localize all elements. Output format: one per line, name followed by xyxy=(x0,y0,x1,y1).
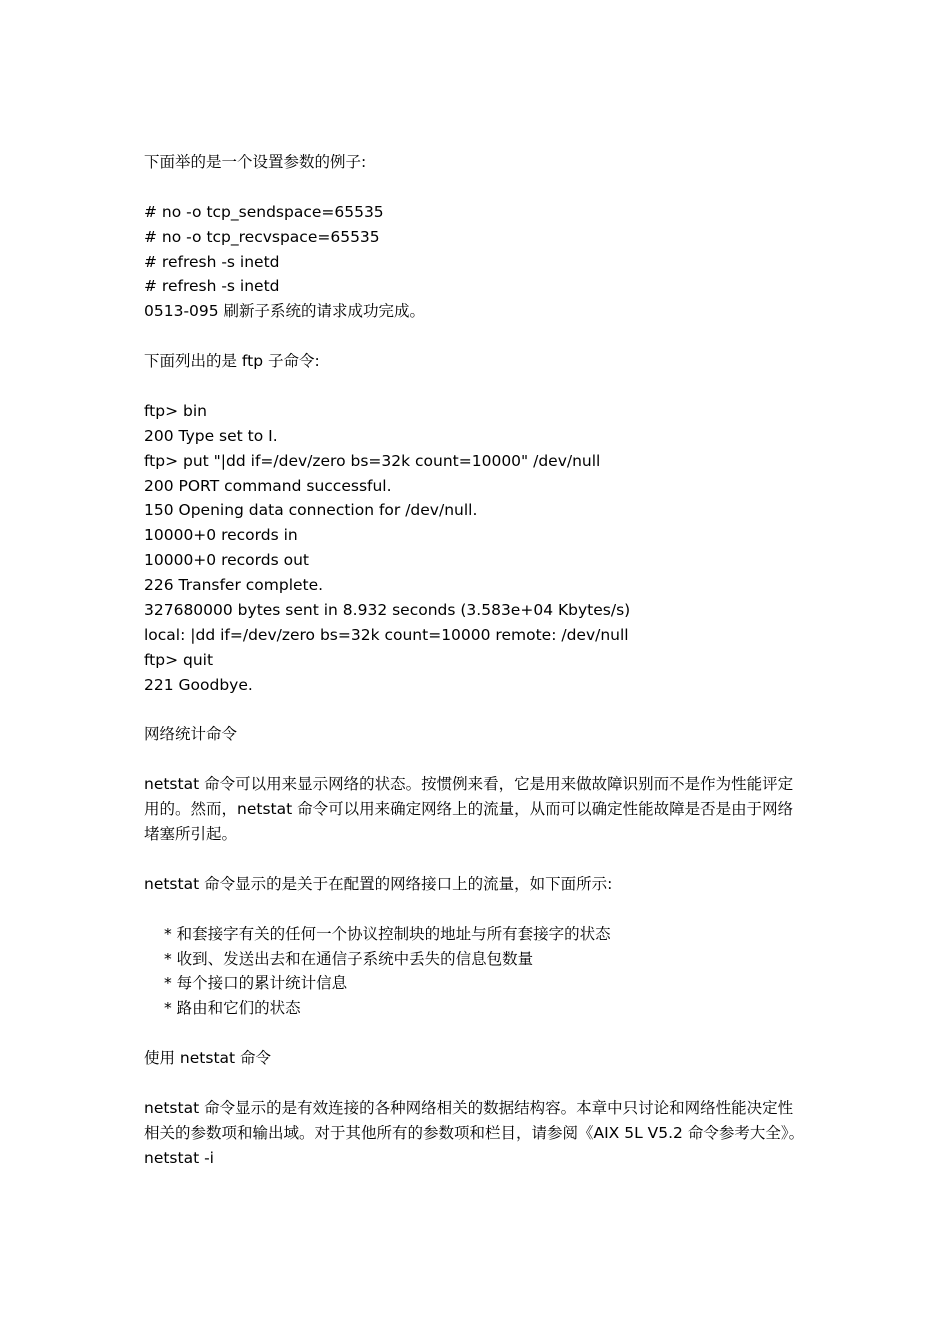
ftp-intro-text: 下面列出的是 ftp 子命令: xyxy=(144,352,320,371)
intro-text: 下面举的是一个设置参数的例子: xyxy=(144,153,367,171)
ftp-line: ftp> put "|dd if=/dev/zero bs=32k count=10000" /dev/null xyxy=(144,451,601,470)
section-title: 网络统计命令 xyxy=(144,725,238,744)
bullet-item: * 路由和它们的状态 xyxy=(164,999,301,1018)
command-output: 0513-095 刷新子系统的请求成功完成。 xyxy=(144,302,426,321)
spacer xyxy=(144,747,806,772)
command-line: # refresh -s inetd xyxy=(144,252,280,271)
ftp-line: 200 PORT command successful. xyxy=(144,476,392,495)
ftp-line: ftp> quit xyxy=(144,650,214,669)
spacer xyxy=(144,324,806,349)
command-line: netstat -i xyxy=(144,1148,214,1167)
spacer xyxy=(144,175,806,200)
ftp-line: local: |dd if=/dev/zero bs=32k count=10000 remote: /dev/null xyxy=(144,625,629,644)
paragraph-netstat-intro: netstat 命令可以用来显示网络的状态。按惯例来看，它是用来做故障识别而不是作为性能评定用的。然而，netstat 命令可以用来确定网络上的流量，从而可以确定性能故障是否是由于网络堵塞所引起。 xyxy=(144,775,794,844)
command-line: # refresh -s inetd xyxy=(144,277,280,296)
ftp-line: 327680000 bytes sent in 8.932 seconds (3.583e+04 Kbytes/s) xyxy=(144,601,631,620)
ftp-line: 10000+0 records in xyxy=(144,526,298,545)
spacer xyxy=(144,374,806,399)
spacer xyxy=(144,897,806,922)
spacer xyxy=(144,1021,806,1046)
command-line: # no -o tcp_sendspace=65535 xyxy=(144,202,384,221)
bullet-item: * 收到、发送出去和在通信子系统中丢失的信息包数量 xyxy=(164,949,534,968)
ftp-line: 10000+0 records out xyxy=(144,551,309,570)
bullet-item: * 和套接字有关的任何一个协议控制块的地址与所有套接字的状态 xyxy=(164,924,611,943)
paragraph-netstat-usage: netstat 命令显示的是有效连接的各种网络相关的数据结构容。本章中只讨论和网络性能决定性相关的参数项和输出域。对于其他所有的参数项和栏目，请参阅《AIX 5L V5.2 命令参考大全》。 xyxy=(144,1098,805,1142)
command-line: # no -o tcp_recvspace=65535 xyxy=(144,227,380,246)
document-page xyxy=(144,150,806,1171)
bullet-item: * 每个接口的累计统计信息 xyxy=(164,974,348,993)
ftp-line: 226 Transfer complete. xyxy=(144,576,324,595)
spacer xyxy=(144,847,806,872)
spacer xyxy=(144,698,806,723)
ftp-line: 200 Type set to I. xyxy=(144,426,278,445)
ftp-line: 221 Goodbye. xyxy=(144,675,253,694)
spacer xyxy=(144,1071,806,1096)
subsection-title: 使用 netstat 命令 xyxy=(144,1049,272,1068)
ftp-line: ftp> bin xyxy=(144,401,207,420)
ftp-line: 150 Opening data connection for /dev/null. xyxy=(144,501,478,520)
paragraph-netstat-traffic: netstat 命令显示的是关于在配置的网络接口上的流量，如下面所示: xyxy=(144,874,613,893)
